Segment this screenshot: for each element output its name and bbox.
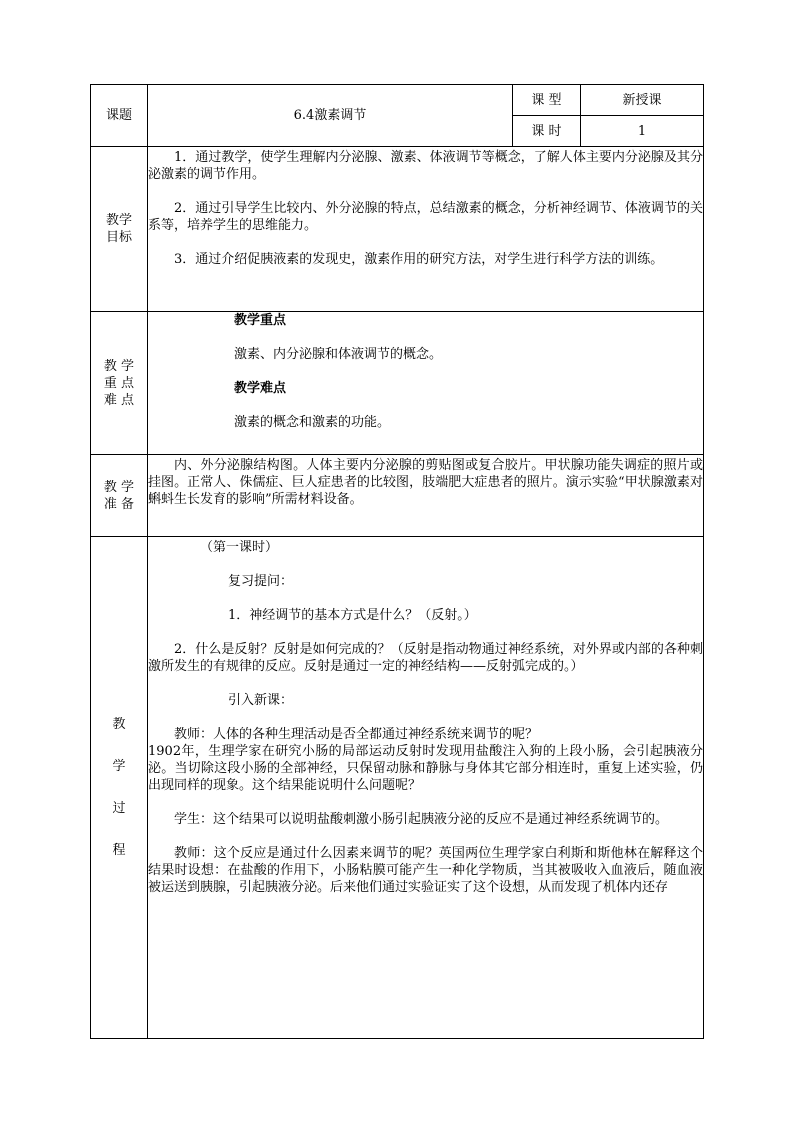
key-points-content [148, 312, 704, 455]
review-title: 复习提问： [228, 574, 294, 589]
goal-item: 1．通过教学，使学生理解内分泌腺、激素、体液调节等概念，了解人体主要内分泌腺及其分泌激素的调节作用。 [148, 150, 703, 182]
preparation-text: 内、外分泌腺结构图。人体主要内分泌腺的剪贴图或复合胶片。甲状腺功能失调症的照片或挂图。正常人、侏儒症、巨人症患者的比较图，肢端肥大症患者的照片。演示实验“甲状腺激素对蝌蚪生长发育的影响”所需材料设备。 [148, 458, 703, 507]
student-answer: 学生：这个结果可以说明盐酸刺激小肠引起胰液分泌的反应不是通过神经系统调节的。 [174, 812, 669, 827]
key-points-label [91, 312, 148, 455]
preparation-label-line-2: 准 备 [103, 496, 135, 512]
lesson-plan-table [90, 84, 704, 1039]
process-content [148, 537, 704, 1039]
goals-label-line-2: 目标 [105, 230, 132, 245]
review-question-1: 1．神经调节的基本方式是什么？（反射。） [228, 608, 477, 623]
process-label-char: 学 [112, 758, 126, 774]
session-label: （第一课时） [200, 540, 279, 555]
preparation-label [91, 455, 148, 537]
teacher-paragraph: 教师：这个反应是通过什么因素来调节的呢？英国两位生理学家白利斯和斯他林在解释这个结果时设想：在盐酸的作用下，小肠粘膜可能产生一种化学物质，当其被吸收入血液后，随血液被运送到胰腺，引起胰液分泌。后来他们通过实验证实了这个设想，从而发现了机体内还存 [148, 846, 703, 895]
topic-label: 课题 [91, 85, 148, 147]
lesson-type-value: 新授课 [581, 85, 704, 116]
process-label [91, 537, 148, 1039]
teacher-paragraph: 1902年，生理学家在研究小肠的局部运动反射时发现用盐酸注入狗的上段小肠，会引起胰液分泌。当切除这段小肠的全部神经，只保留动脉和静脉与身体其它部分相连时，重复上述实验，仍出现同样的现象。这个结果能说明什么问题呢？ [148, 744, 703, 793]
goals-row [91, 147, 704, 312]
process-row [91, 537, 704, 1039]
process-label-char: 程 [112, 842, 126, 858]
goal-item: 2．通过引导学生比较内、外分泌腺的特点，总结激素的概念，分析神经调节、体液调节的关系等，培养学生的思维能力。 [148, 201, 703, 233]
goals-label-line-1: 教学 [105, 213, 132, 228]
preparation-label-line-1: 教 学 [103, 479, 135, 495]
intro-title: 引入新课： [228, 693, 294, 708]
goals-content [148, 147, 704, 312]
preparation-content [148, 455, 704, 537]
difficulty-title: 教学难点 [234, 381, 287, 396]
goal-item: 3．通过介绍促胰液素的发现史，激素作用的研究方法，对学生进行科学方法的训练。 [174, 252, 664, 267]
difficulty-text: 激素的概念和激素的功能。 [234, 415, 391, 430]
teacher-lead: 教师：人体的各种生理活动是否全都通过神经系统来调节的呢？ [174, 727, 539, 742]
lesson-type-label: 课 型 [513, 85, 581, 116]
key-points-label-line-3: 难 点 [103, 392, 135, 408]
process-label-char: 教 [112, 716, 126, 732]
key-points-row [91, 312, 704, 455]
key-points-label-line-1: 教 学 [103, 358, 135, 374]
key-points-label-line-2: 重 点 [103, 375, 135, 391]
goals-label [91, 147, 148, 312]
period-value: 1 [581, 116, 704, 147]
period-label: 课 时 [513, 116, 581, 147]
preparation-row [91, 455, 704, 537]
header-row-1 [91, 85, 704, 116]
focus-title: 教学重点 [234, 313, 287, 328]
focus-text: 激素、内分泌腺和体液调节的概念。 [234, 347, 443, 362]
process-label-char: 过 [112, 800, 126, 816]
review-question-2: 2．什么是反射？反射是如何完成的？（反射是指动物通过神经系统，对外界或内部的各种刺激所发生的有规律的反应。反射是通过一定的神经结构——反射弧完成的。） [148, 642, 703, 674]
topic-value: 6.4激素调节 [148, 85, 513, 147]
